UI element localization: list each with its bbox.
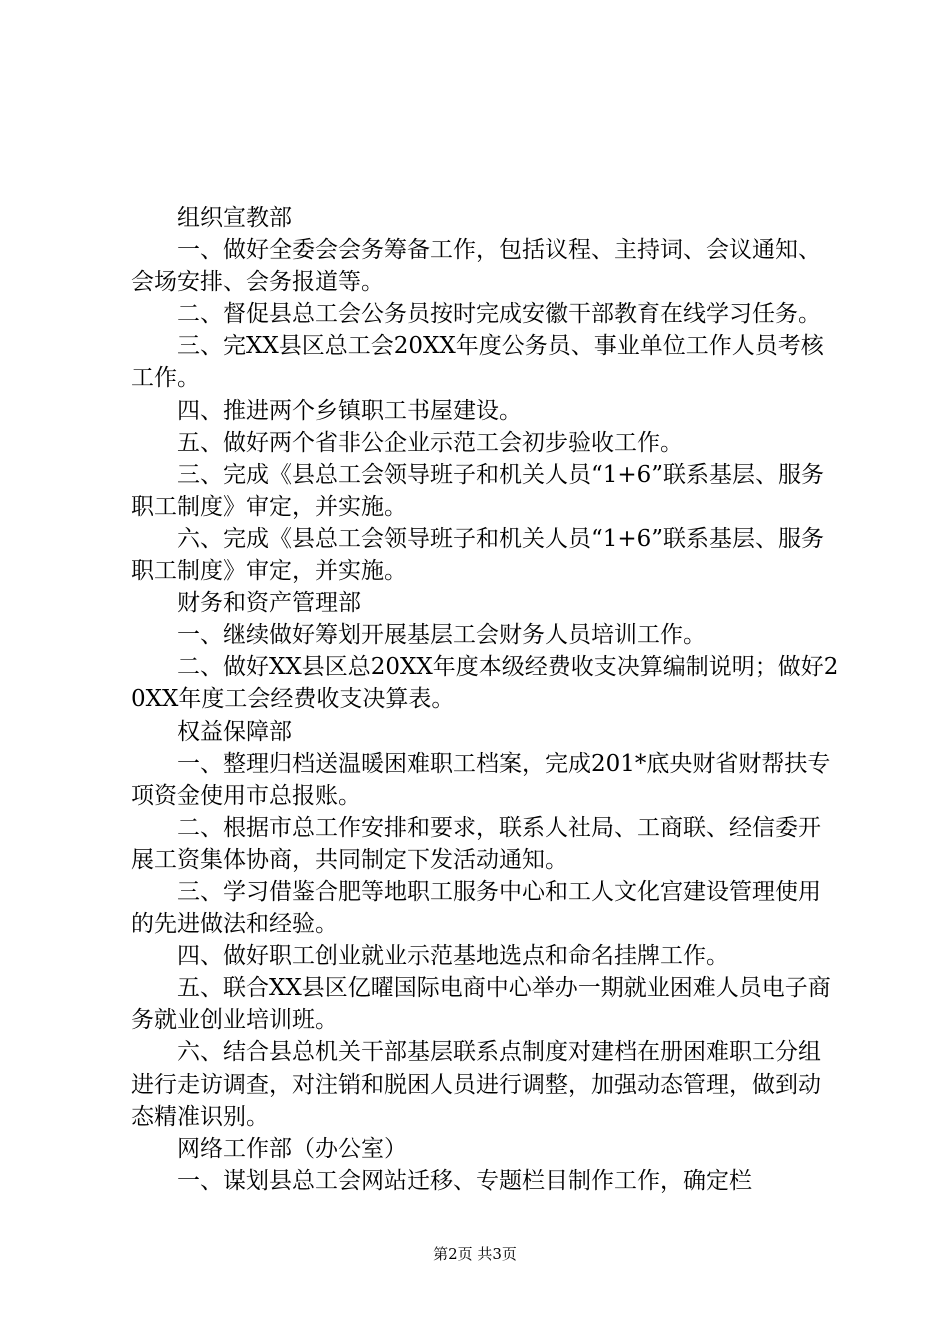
list-item: 四、做好职工创业就业示范基地选点和命名挂牌工作。	[177, 943, 729, 970]
list-item: 三、完XX县区总工会20XX年度公务员、事业单位工作人员考核工作。	[131, 333, 824, 392]
list-item: 六、结合县总机关干部基层联系点制度对建档在册困难职工分组进行走访调查，对注销和脱困人员进行调整，加强动态管理，做到动态精准识别。	[131, 1039, 821, 1130]
list-item: 一、继续做好筹划开展基层工会财务人员培训工作。	[177, 622, 706, 649]
list-item: 二、做好XX县区总20XX年度本级经费收支决算编制说明；做好20XX年度工会经费收支决算表。	[131, 654, 839, 713]
section-heading: 权益保障部	[177, 718, 292, 745]
section-heading: 财务和资产管理部	[177, 590, 361, 617]
list-item: 三、学习借鉴合肥等地职工服务中心和工人文化宫建设管理使用的先进做法和经验。	[131, 878, 821, 938]
list-item: 一、谋划县总工会网站迁移、专题栏目制作工作，确定栏	[177, 1167, 752, 1194]
section-heading: 组织宣教部	[177, 205, 292, 231]
list-item: 一、做好全委会会务筹备工作，包括议程、主持词、会议通知、会场安排、会务报道等。	[131, 237, 821, 296]
document-body	[131, 202, 841, 1197]
list-item: 五、做好两个省非公企业示范工会初步验收工作。	[177, 429, 683, 456]
list-item: 五、联合XX县区亿曜国际电商中心举办一期就业困难人员电子商务就业创业培训班。	[131, 975, 831, 1034]
list-item: 三、完成《县总工会领导班子和机关人员“1+6”联系基层、服务职工制度》审定，并实施。	[131, 461, 825, 520]
list-item: 一、整理归档送温暖困难职工档案，完成201*底央财省财帮扶专项资金使用市总报账。	[131, 750, 831, 809]
list-item: 二、督促县总工会公务员按时完成安徽干部教育在线学习任务。	[177, 301, 821, 328]
list-item: 四、推进两个乡镇职工书屋建设。	[177, 397, 522, 424]
section-heading: 网络工作部（办公室）	[177, 1135, 407, 1162]
list-item: 二、根据市总工作安排和要求，联系人社局、工商联、经信委开展工资集体协商，共同制定下发活动通知。	[131, 814, 821, 873]
list-item: 六、完成《县总工会领导班子和机关人员“1+6”联系基层、服务职工制度》审定，并实施。	[131, 525, 825, 585]
page-footer: 第2页 共3页	[433, 1245, 517, 1263]
